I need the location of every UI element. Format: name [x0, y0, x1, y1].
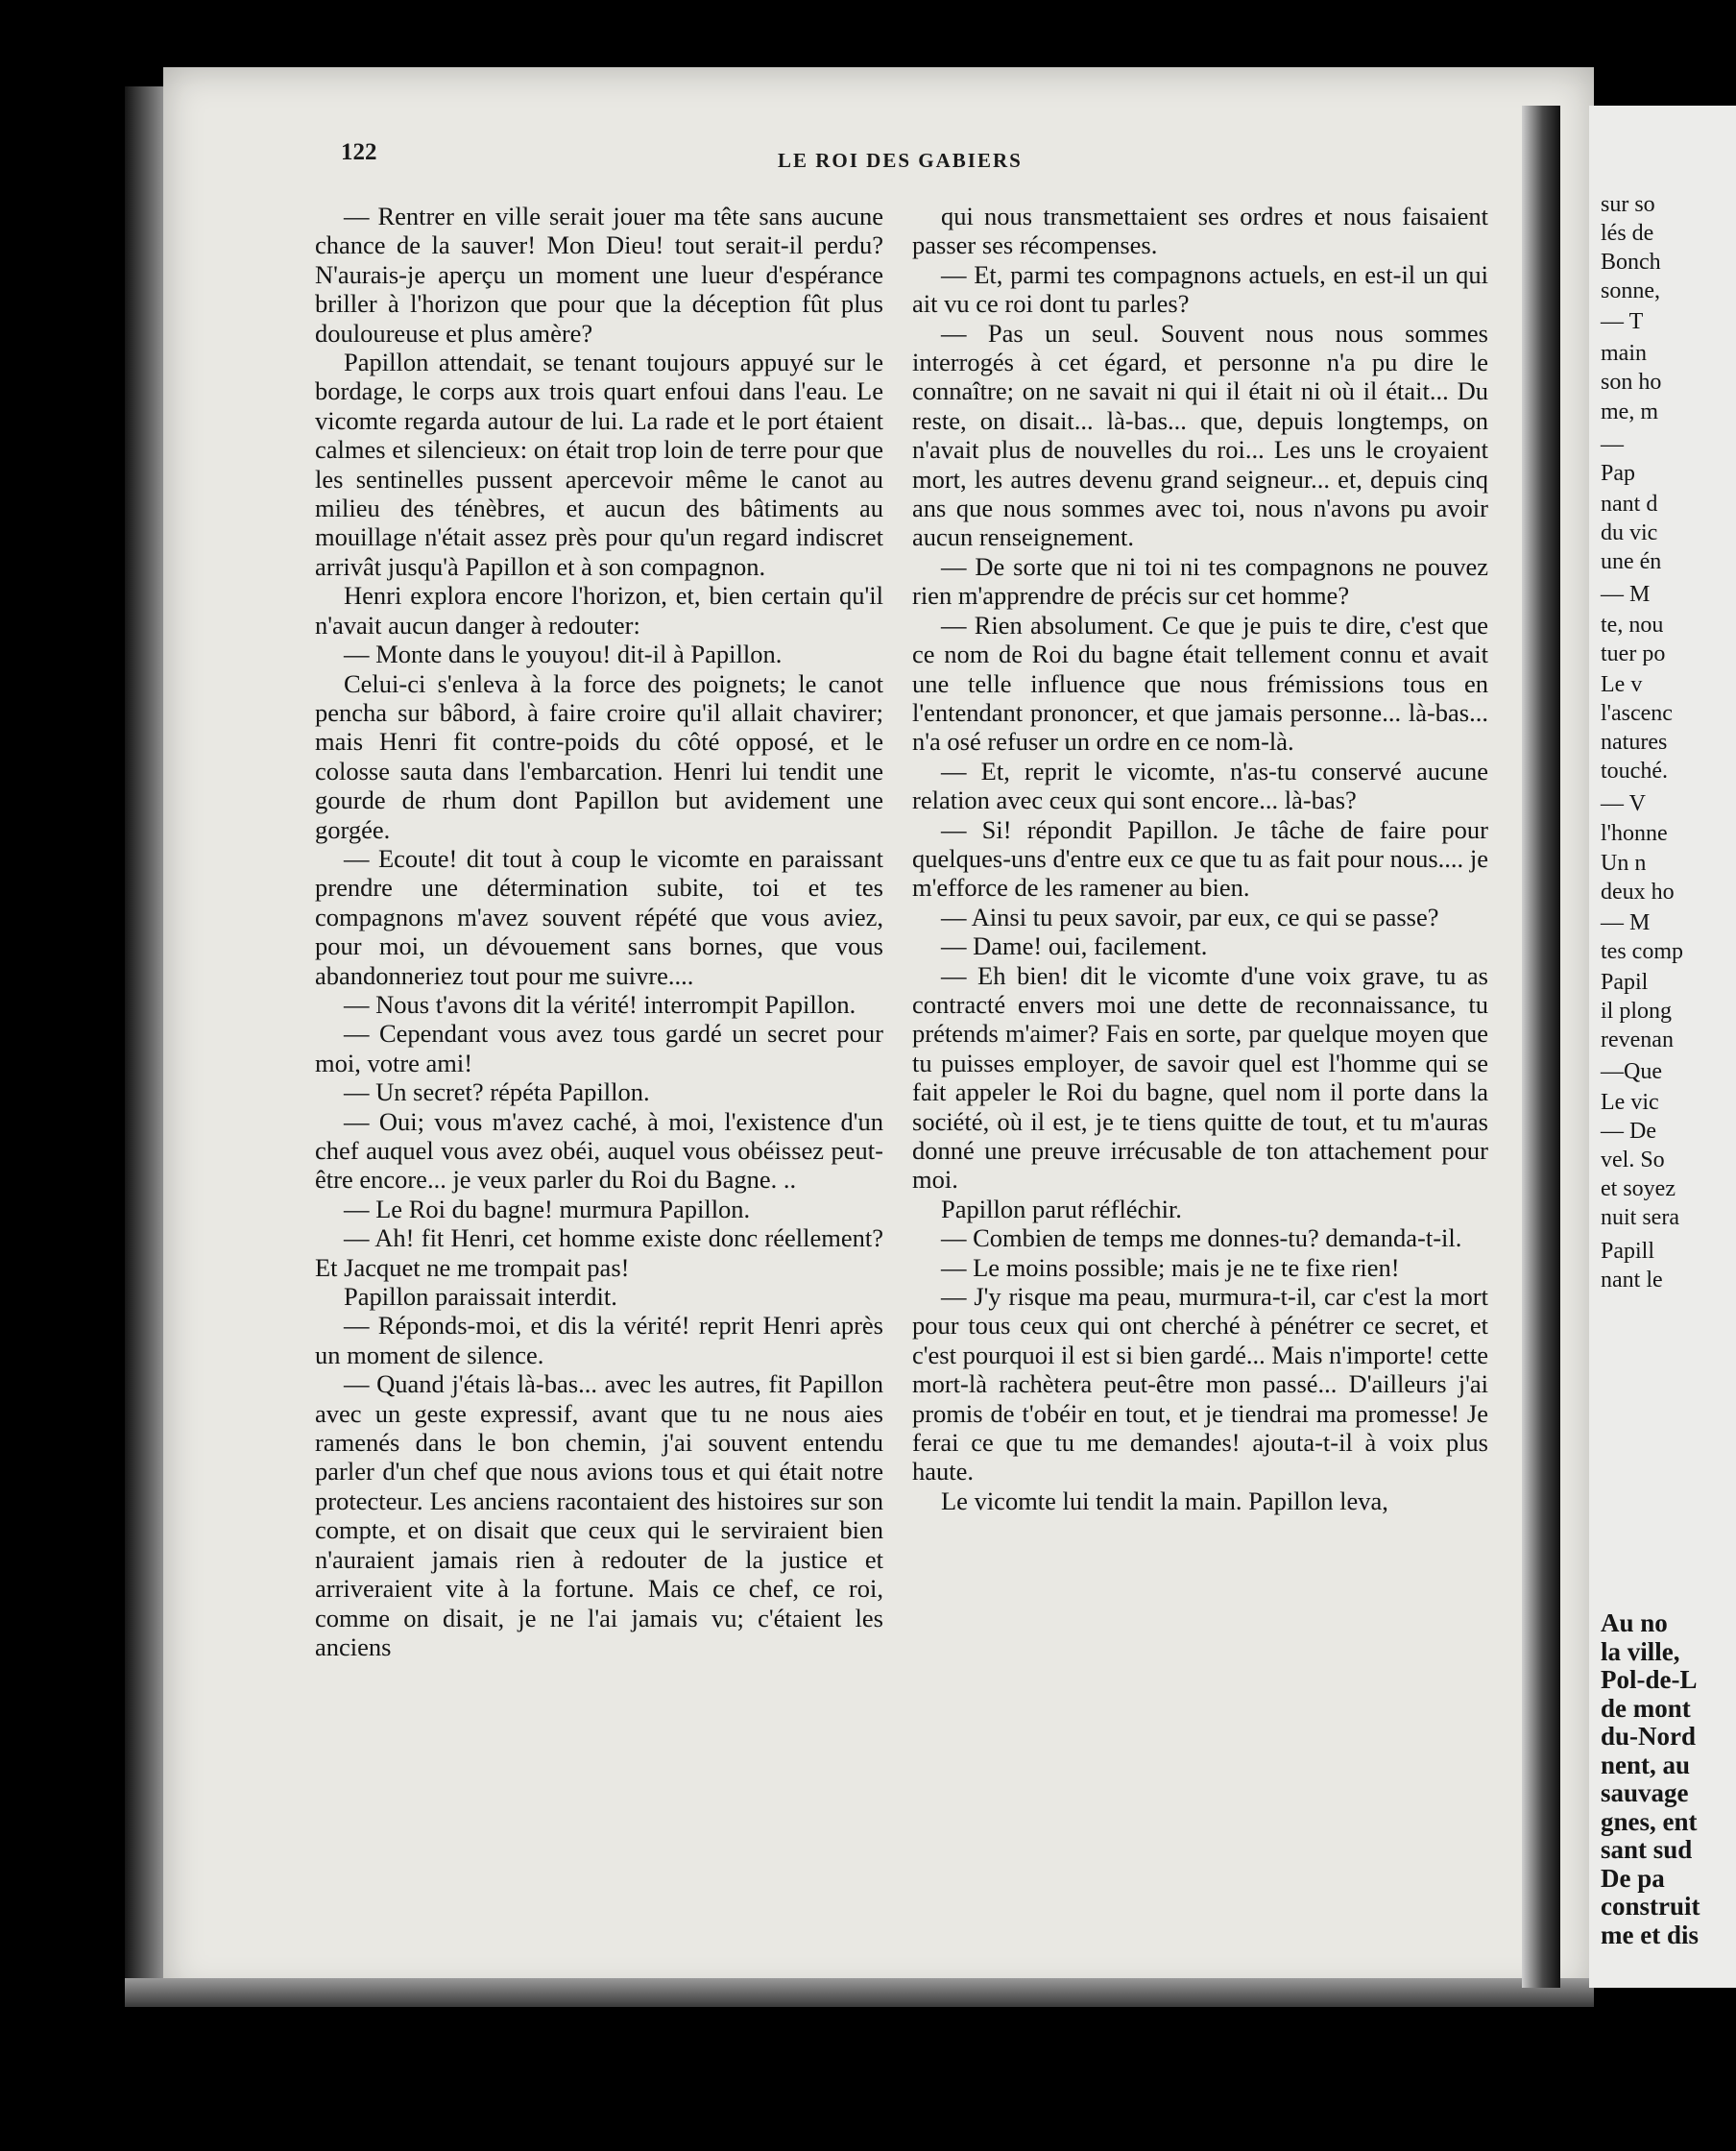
paragraph: — Rien absolument. Ce que je puis te dire, c'est que ce nom de Roi du bagne était tellement connu et avait une telle influence que nous frémissions tous en l'entendant prononcer, et que jamais personne... là-bas... n'a osé refuser un ordre en ce nom-là.: [912, 610, 1488, 757]
paragraph: — Ainsi tu peux savoir, par eux, ce qui se passe?: [941, 902, 1439, 931]
paragraph: — Oui; vous m'avez caché, à moi, l'existence d'un chef auquel vous avez obéi, auquel vous obéissez peut-être encore... je veux parler du Roi du Bagne. ..: [315, 1106, 883, 1195]
running-title: LE ROI DES GABIERS: [778, 149, 1023, 172]
paragraph: — Et, parmi tes compagnons actuels, en est-il un qui ait vu ce roi dont tu parles?: [912, 259, 1488, 319]
facing-page-line: — T: [1601, 309, 1644, 334]
book-gutter: [1522, 106, 1560, 1988]
facing-page-line: sonne,: [1601, 278, 1660, 303]
paragraph: Papillon parut réfléchir.: [941, 1194, 1182, 1223]
facing-page-bold-line: Au no: [1601, 1608, 1668, 1637]
facing-page-line: du vic: [1601, 520, 1658, 545]
paragraph: — Combien de temps me donnes-tu? demanda-t-il.: [941, 1223, 1462, 1253]
facing-page-line: tuer po: [1601, 641, 1666, 666]
facing-page-line: — V: [1601, 791, 1646, 816]
facing-page-line: tes comp: [1601, 939, 1683, 964]
facing-page-line: revenan: [1601, 1027, 1674, 1052]
facing-page-line: nant d: [1601, 492, 1658, 517]
paragraph: Le vicomte lui tendit la main. Papillon leva,: [941, 1486, 1388, 1515]
middle-text-column: [912, 202, 1488, 1515]
facing-page-line: — De: [1601, 1119, 1656, 1144]
facing-page-bold-line: nent, au: [1601, 1750, 1691, 1779]
paragraph: — Le moins possible; mais je ne te fixe rien!: [941, 1252, 1400, 1282]
facing-page-bold-line: De pa: [1601, 1863, 1665, 1893]
facing-page-line: Le v: [1601, 672, 1643, 697]
paragraph: — Un secret? répéta Papillon.: [344, 1077, 650, 1107]
facing-page-line: Bonch: [1601, 250, 1661, 275]
facing-page-bold-line: me et dis: [1601, 1920, 1699, 1949]
paragraph: — Rentrer en ville serait jouer ma tête sans aucune chance de la sauver! Mon Dieu! tout serait-il perdu? N'aurais-je aperçu un moment une lueur d'espérance briller à l'horizon que pour que la déception fût plus douloureuse et plus amère?: [315, 202, 883, 348]
paragraph: — Nous t'avons dit la vérité! interrompit Papillon.: [344, 989, 856, 1019]
page-number: 122: [341, 139, 377, 165]
facing-page-line: sur so: [1601, 192, 1655, 217]
left-text-column: [315, 202, 883, 1661]
facing-page-line: vel. So: [1601, 1148, 1665, 1172]
paragraph: — Monte dans le youyou! dit-il à Papillon.: [344, 640, 783, 669]
facing-page-line: Le vic: [1601, 1090, 1659, 1115]
paragraph: — Quand j'étais là-bas... avec les autres, fit Papillon avec un geste expressif, avant que tu ne nous aies ramenés dans le bon chemin, j'ai souvent entendu parler d'un chef que nous avions tous et qui était notre protecteur. Les anciens racontaient des histoires sur son compte, et on disait que ceux qui le serviraient bien n'auraient jamais rien à redouter de la justice et arriveraient vite à la fortune. Mais ce chef, ce roi, comme on disait, je ne l'ai jamais vu; c'étaient les anciens: [315, 1369, 883, 1661]
paragraph: qui nous transmettaient ses ordres et nous faisaient passer ses récompenses.: [912, 202, 1488, 260]
paragraph: — De sorte que ni toi ni tes compagnons ne pouvez rien m'apprendre de précis sur cet homme?: [912, 551, 1488, 611]
paragraph: — Réponds-moi, et dis la vérité! reprit Henri après un moment de silence.: [315, 1311, 883, 1369]
paragraph: Henri explora encore l'horizon, et, bien certain qu'il n'avait aucun danger à redouter:: [315, 581, 883, 640]
facing-page-line: nant le: [1601, 1268, 1663, 1293]
facing-page-line: nuit sera: [1601, 1205, 1679, 1230]
facing-page-line: natures: [1601, 730, 1668, 755]
facing-page-line: Papill: [1601, 1239, 1655, 1264]
paragraph: — Le Roi du bagne! murmura Papillon.: [344, 1194, 751, 1223]
page-header: [163, 139, 1522, 178]
facing-page-line: — M: [1601, 582, 1651, 607]
facing-page-bold-line: du-Nord: [1601, 1722, 1697, 1751]
facing-page-line: main: [1601, 341, 1647, 366]
facing-page-fragment: [1589, 106, 1736, 1988]
facing-page-line: il plong: [1601, 999, 1673, 1024]
paragraph: — Dame! oui, facilement.: [941, 931, 1208, 961]
facing-page-line: touché.: [1601, 759, 1668, 784]
paragraph: — Et, reprit le vicomte, n'as-tu conservé aucune relation avec ceux qui sont encore... là-bas?: [912, 756, 1488, 815]
paragraph: — J'y risque ma peau, murmura-t-il, car c'est la mort pour tous ceux qui ont cherché à pénétrer ce secret, et c'est pourquoi il est si bien gardé... Mais n'importe! cette mort-là rachètera peut-être mon passé... D'ailleurs j'ai promis de t'obéir en tout, et je tiendrai ma promesse! Je ferai ce que tu me demandes! ajouta-t-il à voix plus haute.: [912, 1282, 1488, 1486]
facing-page-line: me, m: [1601, 399, 1658, 424]
facing-page-line: —Que: [1601, 1059, 1662, 1084]
facing-page-bold-line: la ville,: [1601, 1636, 1680, 1666]
facing-page-line: Pap: [1601, 461, 1635, 486]
facing-page-line: et soyez: [1601, 1176, 1676, 1201]
facing-page-line: une én: [1601, 549, 1662, 574]
paragraph: — Eh bien! dit le vicomte d'une voix grave, tu as contracté envers moi une dette de reconnaissance, tu prétends m'aimer? Fais en sorte, par quelque moyen que tu puisses employer, de savoir quel est l'homme qui se fait appeler le Roi du bagne, quel nom il porte dans la société, où il est, je te tiens quitte de tout, et tu m'auras donné une preuve irrécusable de ton attachement pour moi.: [912, 960, 1488, 1195]
facing-page-line: son ho: [1601, 370, 1662, 395]
facing-page-line: deux ho: [1601, 880, 1675, 905]
facing-page-line: — M: [1601, 910, 1651, 935]
facing-page-line: —: [1601, 432, 1624, 457]
paragraph: — Ecoute! dit tout à coup le vicomte en paraissant prendre une détermination subite, toi et tes compagnons m'avez souvent répété que vous aviez, pour moi, un dévouement sans bornes, que vous abandonneriez tout pour me suivre....: [315, 843, 883, 990]
facing-page-line: Un n: [1601, 851, 1647, 876]
facing-page-line: lés de: [1601, 221, 1654, 246]
facing-page-line: l'ascenc: [1601, 701, 1673, 726]
paragraph: — Cependant vous avez tous gardé un secret pour moi, votre ami!: [315, 1019, 883, 1077]
facing-page-bold-line: sant sud: [1601, 1835, 1693, 1864]
paragraph: — Pas un seul. Souvent nous nous sommes interrogés à cet égard, et personne n'a pu dire le connaître; on ne savait ni qui il était ni où il était... Du reste, on disait... là-bas... que, depuis longtemps, on n'avait plus de nouvelles du roi... Les uns le croyaient mort, les autres devenu grand seigneur... et, depuis cinq ans que nous sommes avec toi, nous n'avons pu avoir aucun renseignement.: [912, 318, 1488, 552]
facing-page-bold-line: Pol-de-L: [1601, 1665, 1698, 1694]
facing-page-line: te, nou: [1601, 613, 1664, 638]
facing-page-bold-line: gnes, ent: [1601, 1806, 1698, 1836]
paragraph: Papillon paraissait interdit.: [344, 1282, 617, 1312]
paragraph: Celui-ci s'enleva à la force des poignets; le canot pencha sur bâbord, à faire croire qu'il allait chavirer; mais Henri fit contre-poids du côté opposé, et le colosse sauta dans l'embarcation. Henri lui tendit une gourde de rhum dont Papillon but avidement une gorgée.: [315, 668, 883, 844]
paragraph: — Ah! fit Henri, cet homme existe donc réellement? Et Jacquet ne me trompait pas!: [315, 1223, 883, 1282]
facing-page-bold-line: de mont: [1601, 1693, 1691, 1723]
facing-page-bold-line: construit: [1601, 1892, 1700, 1921]
paragraph: Papillon attendait, se tenant toujours appuyé sur le bordage, le corps aux trois quart enfoui dans l'eau. Le vicomte regarda autour de lui. La rade et le port étaient calmes et silencieux: on était trop loin de terre pour que les sentinelles pussent apercevoir même le canot au milieu des ténèbres, et aucun des bâtiments au mouillage n'était assez près pour qu'un regard indiscret arrivât jusqu'à Papillon et à son compagnon.: [315, 348, 883, 581]
paragraph: — Si! répondit Papillon. Je tâche de faire pour quelques-uns d'entre eux ce que tu as fait pour nous.... je m'efforce de les ramener au bien.: [912, 814, 1488, 903]
facing-page-line: Papil: [1601, 970, 1649, 995]
facing-page-line: l'honne: [1601, 821, 1668, 846]
facing-page-bold-line: sauvage: [1601, 1778, 1689, 1807]
book-bottom-edge: [125, 1978, 1594, 2007]
